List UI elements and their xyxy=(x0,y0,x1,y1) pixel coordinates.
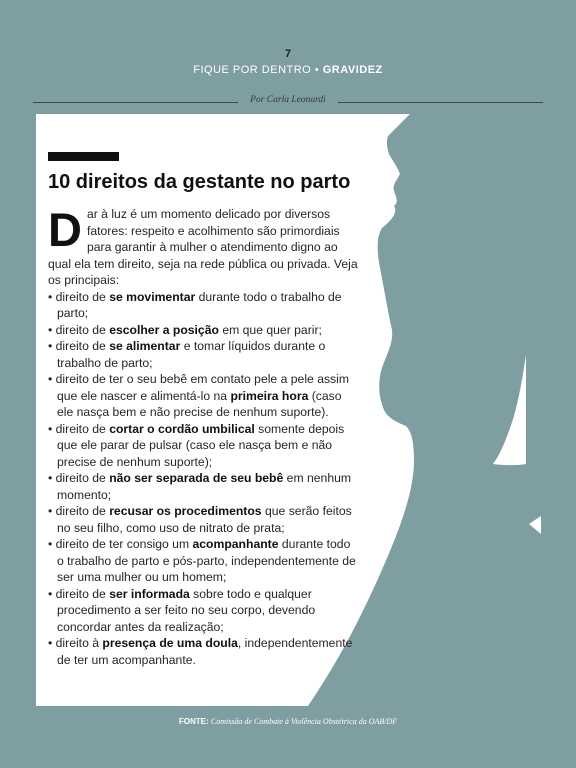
article-body xyxy=(48,203,358,668)
rights-list xyxy=(48,289,358,669)
title-accent-bar xyxy=(48,152,119,161)
right-item: • direito de escolher a posição em que quer parir; xyxy=(48,322,322,337)
source-text: Comissão de Combate à Violência Obstétrica da OAB/DF xyxy=(210,717,398,726)
byline: Por Carla Leonardi xyxy=(250,95,326,105)
source-credit xyxy=(0,717,576,726)
right-item: • direito de ter consigo um acompanhante durante todo o trabalho de parto e pós-parto, independentemente de ser uma mulher ou um homem; xyxy=(48,537,356,584)
intro-paragraph: ar à luz é um momento delicado por diversos fatores: respeito e acolhimento são primordiais para garantir à mulher o atendimento digno ao qual ela tem direito, seja na rede pública ou privada. Veja os principais: xyxy=(48,207,358,287)
byline-row xyxy=(33,95,543,109)
section-separator: • xyxy=(314,64,320,76)
article-title: 10 direitos da gestante no parto xyxy=(48,171,351,193)
right-item: • direito de ser informada sobre todo e qualquer procedimento a ser feito no seu corpo, devendo concordar antes da realização; xyxy=(48,586,316,634)
right-item: • direito de se movimentar durante todo o trabalho de parto; xyxy=(48,289,342,320)
right-item: • direito de ter o seu bebê em contato pele a pele assim que ele nascer e alimentá-lo na primeira hora (caso ele nasça bem e não precise de nenhum suporte). xyxy=(48,372,350,419)
right-item: • direito de se alimentar e tomar líquidos durante o trabalho de parto; xyxy=(48,339,326,370)
right-item: • direito de não ser separada de seu bebê em nenhum momento; xyxy=(48,471,352,502)
drop-cap: D xyxy=(48,203,82,256)
section-header xyxy=(0,64,576,76)
source-label: FONTE: xyxy=(178,717,209,726)
right-item: • direito de cortar o cordão umbilical somente depois que ele parar de pulsar (caso ele nasça bem e não precise de nenhum suporte); xyxy=(48,421,345,469)
right-item: • direito de recusar os procedimentos que serão feitos no seu filho, como uso de nitrato de prata; xyxy=(48,504,352,535)
section-name: FIQUE POR DENTRO xyxy=(193,64,312,76)
byline-rule-right xyxy=(338,102,543,103)
byline-rule-left xyxy=(33,102,238,103)
section-topic: GRAVIDEZ xyxy=(322,64,383,76)
right-item: • direito à presença de uma doula, independentemente de ter um acompanhante. xyxy=(48,636,353,667)
page-number: 7 xyxy=(284,48,292,60)
